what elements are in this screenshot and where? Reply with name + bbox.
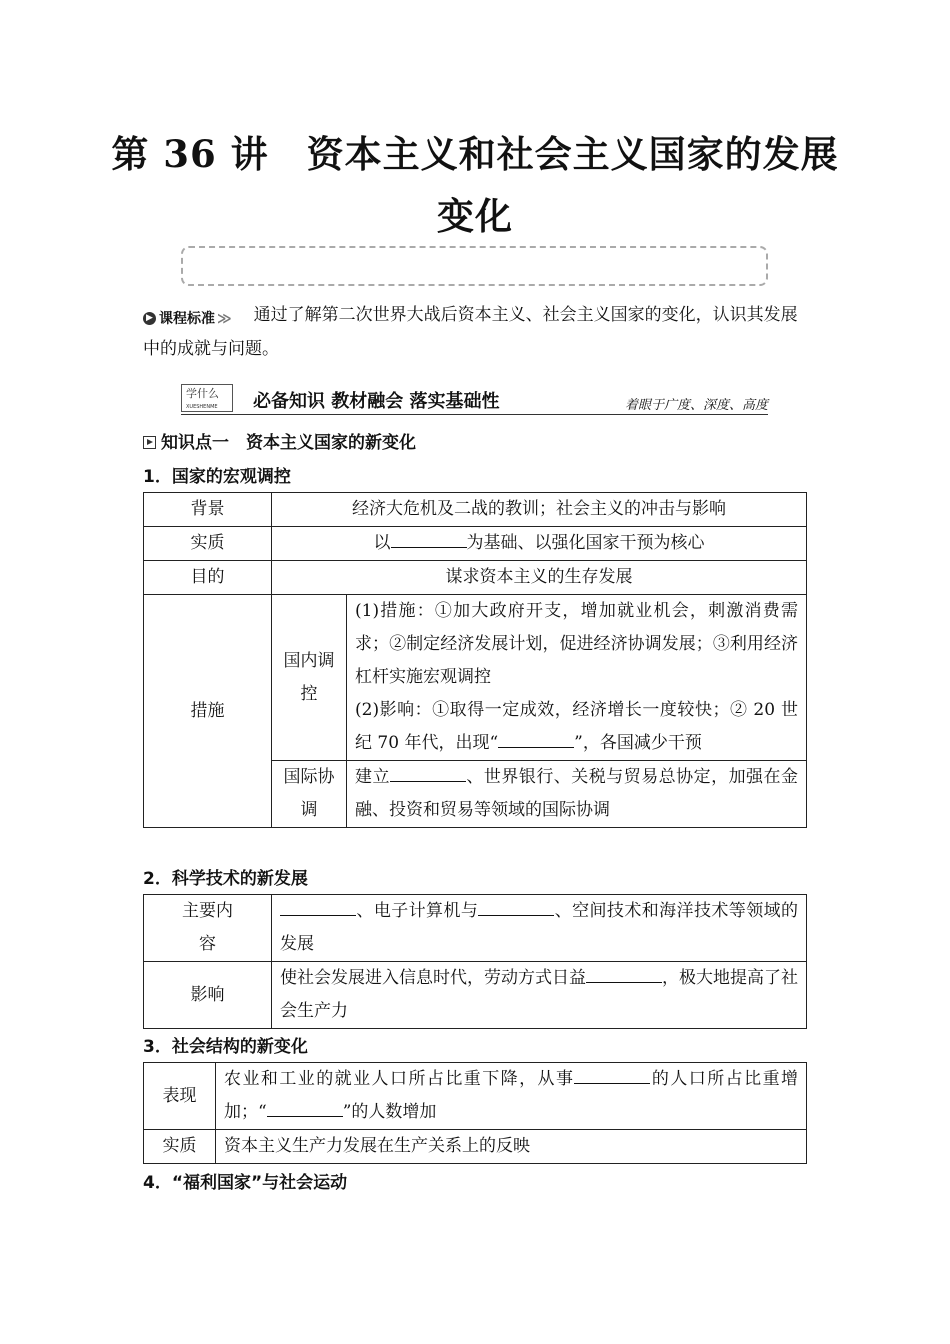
section-heading-1: 1．国家的宏观调控 bbox=[143, 467, 291, 487]
sub-label: 国际协调 bbox=[272, 761, 347, 828]
course-standard bbox=[143, 300, 808, 364]
cell: 经济大危机及二战的教训；社会主义的冲击与影响 bbox=[272, 493, 807, 527]
section-heading-4: 4．“福利国家”与社会运动 bbox=[143, 1173, 348, 1193]
play-square-icon bbox=[143, 436, 156, 449]
text: ”的人数增加 bbox=[342, 1102, 437, 1122]
cell bbox=[347, 761, 807, 828]
cell bbox=[272, 962, 807, 1029]
table-row bbox=[144, 493, 807, 527]
banner-title: 必备知识 教材融会 落实基础性 bbox=[253, 391, 500, 412]
cell bbox=[272, 895, 807, 962]
text: ，极大地提高了社会生产力 bbox=[280, 968, 798, 1021]
table-science-tech bbox=[143, 894, 807, 1029]
row-label: 背景 bbox=[144, 493, 272, 527]
table-row bbox=[144, 527, 807, 561]
logo-subtext: XUESHENME bbox=[186, 404, 218, 410]
double-chevron-icon: ≫ bbox=[217, 310, 232, 327]
row-label: 表现 bbox=[144, 1063, 216, 1130]
text: 、世界银行、关税与贸易总协定，加强在金融、投资和贸易等领域的国际协调 bbox=[355, 767, 798, 820]
section-banner bbox=[181, 384, 768, 415]
row-label: 主要内容 bbox=[144, 895, 272, 962]
row-label: 目的 bbox=[144, 561, 272, 595]
row-label: 实质 bbox=[144, 1130, 216, 1164]
table-macro-control bbox=[143, 492, 807, 828]
cell: 谋求资本主义的生存发展 bbox=[272, 561, 807, 595]
section-heading-2: 2．科学技术的新发展 bbox=[143, 869, 308, 889]
cell bbox=[216, 1063, 807, 1130]
fill-blank[interactable] bbox=[574, 1063, 650, 1084]
text: (2)影响：①取得一定成效，经济增长一度较快；② 20 世纪 70 年代，出现“ bbox=[355, 700, 798, 753]
table-row bbox=[144, 1063, 807, 1130]
table-row bbox=[144, 1130, 807, 1164]
logo bbox=[181, 384, 233, 412]
fill-blank[interactable] bbox=[478, 895, 554, 916]
text: 、空间技术和海洋技术等领域的发展 bbox=[280, 901, 799, 954]
sub-label: 国内调控 bbox=[272, 595, 347, 761]
text: 建立 bbox=[355, 767, 390, 787]
table-row bbox=[144, 595, 807, 761]
course-standard-label-text: 课程标准 bbox=[159, 310, 215, 327]
page-title-line2: 变化 bbox=[437, 194, 513, 238]
text: 的人口所占比重增加；“ bbox=[224, 1069, 799, 1122]
text: 以 bbox=[373, 533, 391, 553]
table-row bbox=[144, 962, 807, 1029]
banner-subtitle: 着眼于广度、深度、高度 bbox=[624, 398, 768, 413]
text: (1)措施：①加大政府开支，增加就业机会，刺激消费需求；②制定经济发展计划，促进经济协调发展；③利用经济杠杆实施宏观调控 bbox=[355, 601, 798, 687]
arrow-circle-icon: ▶ bbox=[143, 312, 156, 325]
course-standard-text: 通过了解第二次世界大战后资本主义、社会主义国家的变化，认识其发展中的成就与问题。 bbox=[143, 305, 798, 359]
fill-blank[interactable] bbox=[280, 895, 356, 916]
table-social-structure bbox=[143, 1062, 807, 1164]
text: 为基础、以强化国家干预为核心 bbox=[466, 533, 705, 553]
text: 使社会发展进入信息时代，劳动方式日益 bbox=[280, 968, 586, 988]
text-block bbox=[355, 694, 798, 760]
cell bbox=[347, 595, 807, 761]
row-label: 实质 bbox=[144, 527, 272, 561]
fill-blank[interactable] bbox=[498, 727, 574, 748]
text: ”，各国减少干预 bbox=[574, 733, 702, 753]
dashed-box bbox=[181, 246, 768, 286]
fill-blank[interactable] bbox=[391, 527, 467, 548]
page-title: 第 36 讲 资本主义和社会主义国家的发展 bbox=[111, 132, 839, 176]
text: 、电子计算机与 bbox=[356, 901, 479, 921]
fill-blank[interactable] bbox=[267, 1096, 343, 1117]
row-label: 影响 bbox=[144, 962, 272, 1029]
table-row bbox=[144, 895, 807, 962]
text: 农业和工业的就业人口所占比重下降，从事 bbox=[224, 1069, 575, 1089]
fill-blank[interactable] bbox=[390, 761, 466, 782]
knowledge-point-text: 知识点一 资本主义国家的新变化 bbox=[161, 433, 416, 453]
course-standard-label bbox=[143, 304, 232, 334]
cell: 资本主义生产力发展在生产关系上的反映 bbox=[216, 1130, 807, 1164]
cell bbox=[272, 527, 807, 561]
table-row bbox=[144, 561, 807, 595]
fill-blank[interactable] bbox=[586, 962, 662, 983]
logo-text: 学什么 bbox=[186, 387, 219, 400]
row-label: 措施 bbox=[144, 595, 272, 828]
section-heading-3: 3．社会结构的新变化 bbox=[143, 1037, 308, 1057]
knowledge-point-heading bbox=[143, 428, 416, 453]
